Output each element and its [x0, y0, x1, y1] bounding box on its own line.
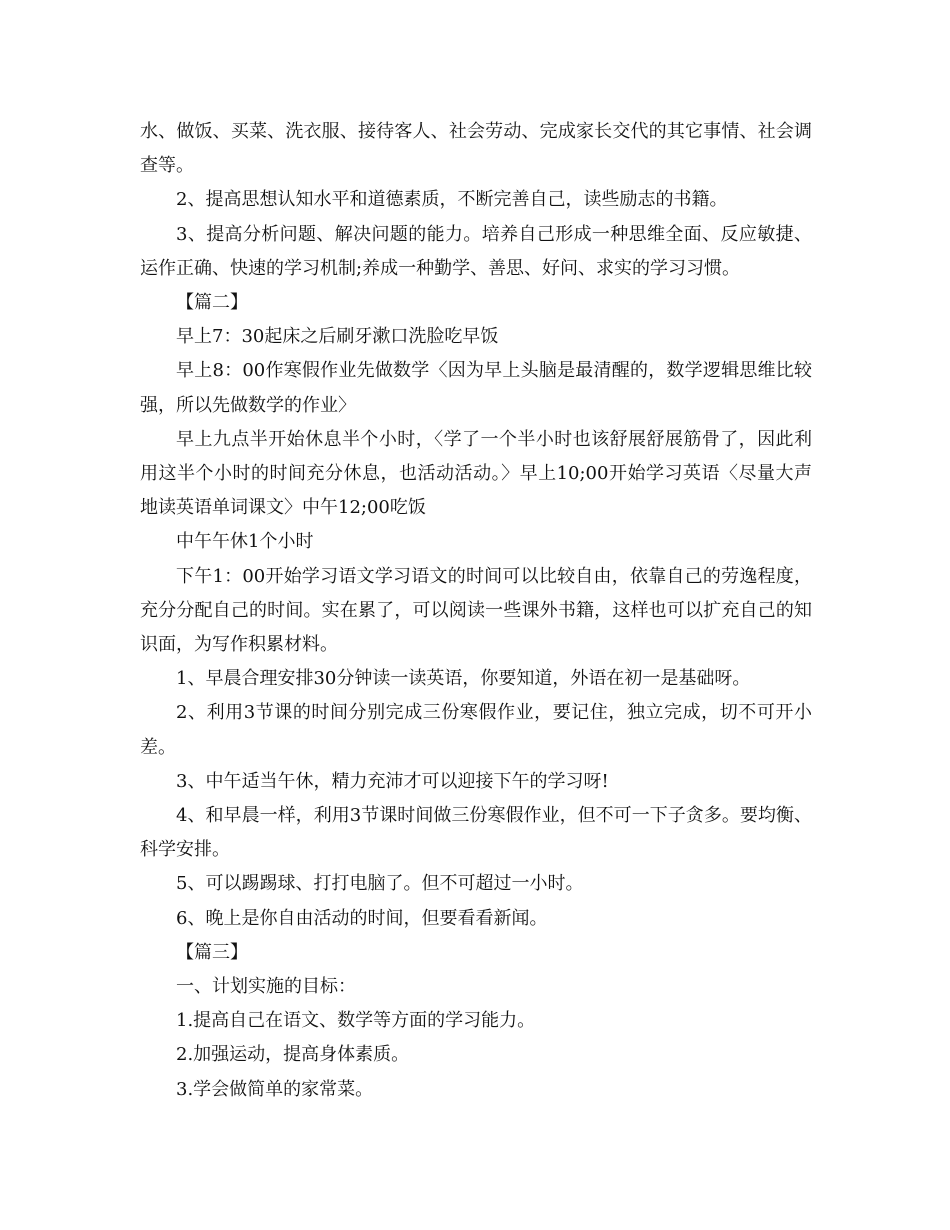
section-heading: 【篇二】: [176, 292, 248, 314]
list-item: 5、可以踢踢球、打打电脑了。但不可超过一小时。: [176, 873, 584, 895]
document-body: [140, 115, 812, 1107]
list-item: 4、和早晨一样，利用3节课时间做三份寒假作业，但不可一下子贪多。要均衡、科学安排。: [140, 805, 812, 861]
paragraph: 2、提高思想认知水平和道德素质，不断完善自己，读些励志的书籍。: [176, 189, 728, 211]
list-item: 3、中午适当午休，精力充沛才可以迎接下午的学习呀!: [176, 770, 609, 792]
list-item: 2、利用3节课的时间分别完成三份寒假作业，要记住，独立完成，切不可开小差。: [140, 702, 812, 758]
list-item: 1、早晨合理安排30分钟读一读英语，你要知道，外语在初一是基础呀。: [176, 668, 751, 690]
paragraph: 早上8：00作寒假作业先做数学〈因为早上头脑是最清醒的，数学逻辑思维比较强，所以先做数学的作业〉: [140, 360, 812, 416]
paragraph: 3、提高分析问题、解决问题的能力。培养自己形成一种思维全面、反应敏捷、运作正确、快速的学习机制;养成一种勤学、善思、好问、求实的学习习惯。: [140, 223, 812, 279]
list-item: 2.加强运动，提高身体素质。: [176, 1044, 410, 1066]
paragraph: 水、做饭、买菜、洗衣服、接待客人、社会劳动、完成家长交代的其它事情、社会调查等。: [140, 121, 812, 177]
paragraph: 早上7：30起床之后刷牙漱口洗脸吃早饭: [176, 326, 499, 348]
paragraph: 中午午休1个小时: [176, 531, 314, 553]
list-item: 3.学会做简单的家常菜。: [176, 1078, 374, 1100]
paragraph: 下午1：00开始学习语文学习语文的时间可以比较自由，依靠自己的劳逸程度，充分分配自己的时间。实在累了，可以阅读一些课外书籍，这样也可以扩充自己的知识面，为写作积累材料。: [140, 565, 812, 656]
paragraph: 一、计划实施的目标：: [176, 976, 356, 998]
paragraph: 早上九点半开始休息半个小时，〈学了一个半小时也该舒展舒展筋骨了，因此利用这半个小时的时间充分休息，也活动活动。〉早上10;00开始学习英语〈尽量大声地读英语单词课文〉中午12;00吃饭: [140, 428, 812, 519]
section-heading: 【篇三】: [176, 941, 248, 963]
list-item: 1.提高自己在语文、数学等方面的学习能力。: [176, 1010, 536, 1032]
list-item: 6、晚上是你自由活动的时间，但要看看新闻。: [176, 907, 548, 929]
